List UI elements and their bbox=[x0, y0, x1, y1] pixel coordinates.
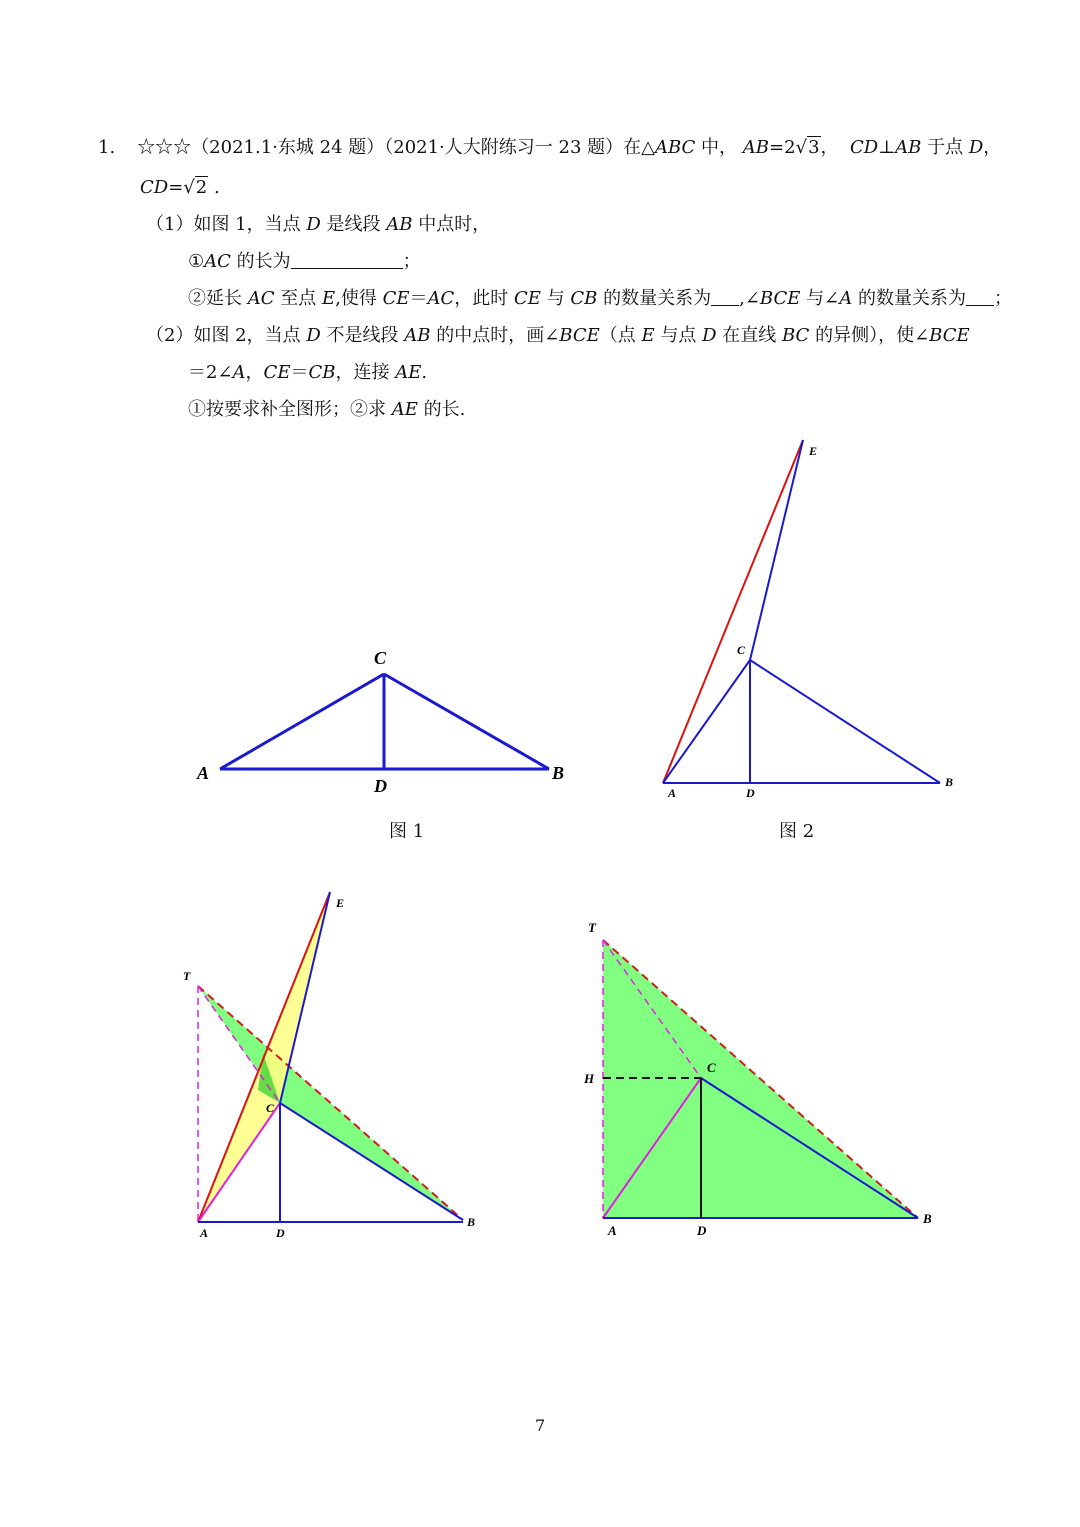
fig2-label-c: C bbox=[737, 643, 746, 657]
text: ＝ bbox=[290, 362, 309, 383]
angle-a: A bbox=[839, 288, 853, 309]
segment-ae: AE bbox=[391, 399, 418, 420]
difficulty-stars: ☆☆☆ bbox=[137, 137, 192, 158]
fig1-label-a: A bbox=[197, 763, 210, 783]
page-number: 7 bbox=[535, 1416, 546, 1435]
source-1: （2021.1·东城 24 题） bbox=[191, 137, 385, 158]
fig4-label-a: A bbox=[608, 1223, 617, 1238]
stem-text: ， bbox=[983, 137, 1002, 158]
cd-eq: = bbox=[168, 177, 184, 198]
text: 的数量关系为 bbox=[852, 288, 966, 309]
text: ①按要求补全图形；②求 bbox=[188, 399, 392, 420]
part2-label: （2）如图 2，当点 bbox=[146, 325, 307, 346]
angle-a: A bbox=[232, 362, 246, 383]
segment-ac: AC bbox=[427, 288, 455, 309]
stem-text: ， bbox=[820, 137, 839, 158]
ab-value: =2 bbox=[769, 137, 796, 158]
segment-ce: CE bbox=[382, 288, 410, 309]
segment-cd: CD bbox=[140, 177, 169, 198]
stem-text: 于点 bbox=[921, 137, 969, 158]
fig3-label-a: A bbox=[200, 1226, 209, 1240]
stem-text: 中， bbox=[695, 137, 738, 158]
point-e: E bbox=[321, 288, 336, 309]
fig3-label-d: D bbox=[276, 1226, 285, 1240]
text: 的异侧），使∠ bbox=[809, 325, 930, 346]
fig4-label-d: D bbox=[697, 1223, 707, 1238]
fig4-label-t: T bbox=[588, 920, 596, 935]
segment-cd: CD bbox=[849, 137, 879, 158]
text: ； bbox=[402, 251, 421, 272]
text: ,∠ bbox=[739, 288, 760, 309]
stem-text: . bbox=[208, 177, 220, 198]
text: 与 bbox=[540, 288, 571, 309]
text: （点 bbox=[599, 325, 642, 346]
segment-ae: AE. bbox=[395, 362, 428, 383]
text: 的中点时，画∠ bbox=[430, 325, 560, 346]
text: ，此时 bbox=[454, 288, 514, 309]
segment-cb: CB bbox=[570, 288, 598, 309]
text: ，连接 bbox=[335, 362, 396, 383]
part1-label: （1）如图 1，当点 bbox=[146, 214, 307, 235]
text: ， bbox=[245, 362, 264, 383]
segment-ab: AB bbox=[404, 325, 431, 346]
text: 的长为 bbox=[230, 251, 291, 272]
segment-ce: CE bbox=[514, 288, 541, 309]
text: 的长. bbox=[417, 399, 466, 420]
text: 不是线段 bbox=[320, 325, 405, 346]
problem-number: 1. bbox=[98, 137, 116, 158]
text: 在直线 bbox=[716, 325, 782, 346]
segment-ac: AC bbox=[204, 251, 231, 272]
segment-ab: AB bbox=[742, 137, 770, 158]
point-d: D bbox=[306, 325, 321, 346]
sqrt-2: √2 bbox=[183, 177, 208, 198]
fig3-label-e: E bbox=[336, 896, 345, 910]
text: ＝2∠ bbox=[188, 362, 233, 383]
fig1-label-d: D bbox=[374, 776, 387, 796]
segment-ab: AB bbox=[386, 214, 413, 235]
text: ,使得 bbox=[335, 288, 383, 309]
fig3-label-c: C bbox=[266, 1101, 275, 1115]
segment-ac: AC bbox=[247, 288, 275, 309]
point-d: D bbox=[968, 137, 984, 158]
figure-2-caption: 图 2 bbox=[779, 821, 815, 842]
text: 的数量关系为 bbox=[597, 288, 712, 309]
sqrt-3: √3 bbox=[795, 137, 820, 158]
text: ②延长 bbox=[188, 288, 248, 309]
fig3-label-b: B bbox=[467, 1215, 476, 1229]
text: 与点 bbox=[654, 325, 703, 346]
fig3-label-t: T bbox=[183, 969, 191, 983]
triangle-name: ABC bbox=[654, 137, 696, 158]
angle-bce: BCE bbox=[759, 288, 801, 309]
text: 是线段 bbox=[320, 214, 387, 235]
text: ＝ bbox=[409, 288, 428, 309]
segment-cb: CB bbox=[308, 362, 336, 383]
fig2-label-d: D bbox=[746, 786, 755, 800]
text: 中点时， bbox=[412, 214, 491, 235]
point-d: D bbox=[702, 325, 717, 346]
fig2-label-b: B bbox=[945, 775, 954, 789]
fig1-label-c: C bbox=[374, 648, 387, 668]
figure-1-caption: 图 1 bbox=[389, 821, 425, 842]
fig2-label-e: E bbox=[809, 444, 818, 458]
circle-1: ① bbox=[188, 251, 205, 272]
fig1-label-b: B bbox=[552, 763, 565, 783]
fig4-label-h: H bbox=[584, 1071, 595, 1086]
segment-ab: AB bbox=[895, 137, 922, 158]
angle-bce: BCE bbox=[559, 325, 600, 346]
text: 与∠ bbox=[800, 288, 840, 309]
fig4-label-c: C bbox=[707, 1060, 716, 1075]
text: ； bbox=[993, 288, 1012, 309]
text: 至点 bbox=[274, 288, 322, 309]
line-bc: BC bbox=[782, 325, 810, 346]
angle-bce: BCE bbox=[929, 325, 970, 346]
perp-symbol: ⊥ bbox=[878, 137, 896, 158]
fig4-label-b: B bbox=[923, 1211, 932, 1226]
point-d: D bbox=[306, 214, 321, 235]
segment-ce: CE bbox=[263, 362, 291, 383]
source-2: （2021·人大附练习一 23 题） bbox=[384, 137, 624, 158]
point-e: E bbox=[641, 325, 655, 346]
stem-text: 在△ bbox=[623, 137, 655, 158]
fig2-label-a: A bbox=[668, 786, 677, 800]
